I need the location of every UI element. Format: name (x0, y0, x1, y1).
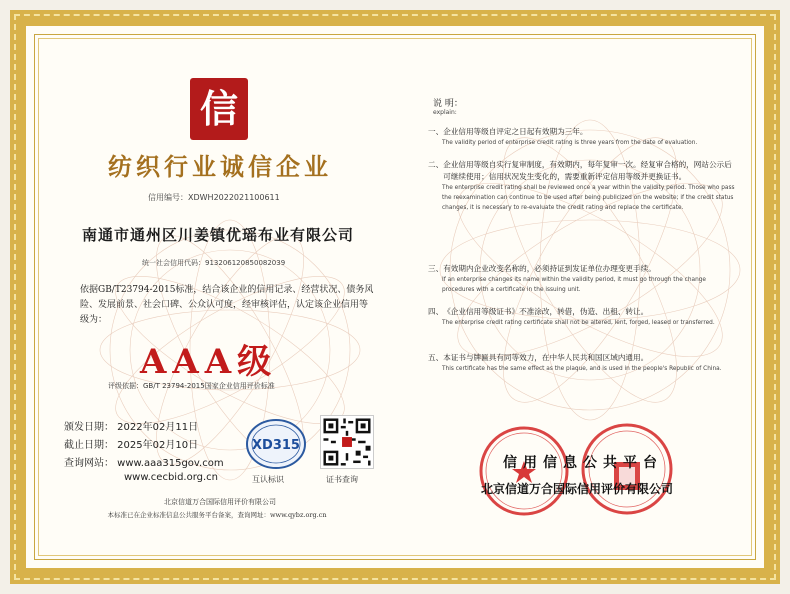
credit-grade: AAA级 (140, 342, 278, 382)
platform-name: 信用信息公共平台 (503, 455, 663, 471)
expiry-date: 截止日期： 2025年02月10日 (64, 440, 199, 451)
qr-code-icon[interactable] (320, 415, 374, 469)
mutual-recognition-label: 互认标识 (252, 475, 284, 484)
certificate-title: 纺织行业诚信企业 (108, 153, 332, 181)
note-item: 五、 本证书与牌匾具有同等效力，在中华人民共和国区域内通用。 This certificate has the same effect as the plaque, and is used in the people's Republic of China. (428, 353, 722, 372)
note-item: 四、 《企业信用等级证书》不准涂改，转借，伪造、出租、转让。 The enterprise credit rating certificate shall not be altered, lent, forged, leased or transferred. (428, 307, 715, 326)
issuer-name: 北京信道万合国际信用评价有限公司 (164, 498, 276, 506)
notes-title: 说 明： (433, 99, 463, 109)
company-name: 南通市通州区川姜镇优瑶布业有限公司 (81, 226, 354, 244)
credit-code: 统一社会信用代码：91320612085008​2039 (142, 259, 286, 267)
lookup-website-2: www.cecbid.org.cn (124, 472, 219, 483)
rating-statement: 依据GB/T23794-2015标准，结合该企业的信用记录、经营状况、债务风险、发展前景、社会口碑、公众认可度，经审核评估，认定该企业信用等级为： (80, 285, 374, 325)
notes-subtitle: explain: (433, 109, 457, 116)
lookup-website: 查询网站： www.aaa315gov.com (64, 458, 224, 469)
certificate-number: 信用编号：XDWH2022021100611 (148, 193, 280, 202)
issue-date: 颁发日期： 2022年02月11日 (64, 422, 199, 433)
certificate-logo (190, 78, 248, 140)
rating-basis: 评级依据：GB/T 23794-2015国家企业信用评价标准 (108, 382, 275, 390)
note-item: 一、 企业信用等级自评定之日起有效期为三年。 The validity period of enterprise credit rating is three years from the date of evaluation. (428, 127, 698, 146)
certificate-query-label: 证书查询 (326, 475, 358, 484)
xd315-badge-text: XD315 (252, 438, 300, 453)
note-item: 二、 企业信用等级自实行复审制度，有效期内，每年复审一次。经复审合格的，网站公示后可继续使用；信用状况发生变化的，需要重新评定信用等级并更换证书。 The enterprise credit rating shall be reviewed once a year within the validity period. Those who pass the reexamination can continue to be used after being publicized on the website; if the credit status changes, it is necessary to re-evaluate the credit rating and replace the certificate. (428, 160, 735, 211)
platform-company: 北京信道万合国际信用评价有限公司 (480, 482, 673, 496)
xd315-badge-icon (245, 418, 307, 470)
note-item: 三、 有效期内企业改变名称的，必须持证到发证单位办理变更手续。 If an enterprise changes its name within the validity period, it must go through the change procedures with a certificate in the issuing unit. (428, 264, 706, 293)
logo-character: 信 (199, 86, 238, 131)
footer-note: 本标准已在企业标准信息公共服务平台备案，查询网址：www.qybz.org.cn (107, 511, 327, 519)
